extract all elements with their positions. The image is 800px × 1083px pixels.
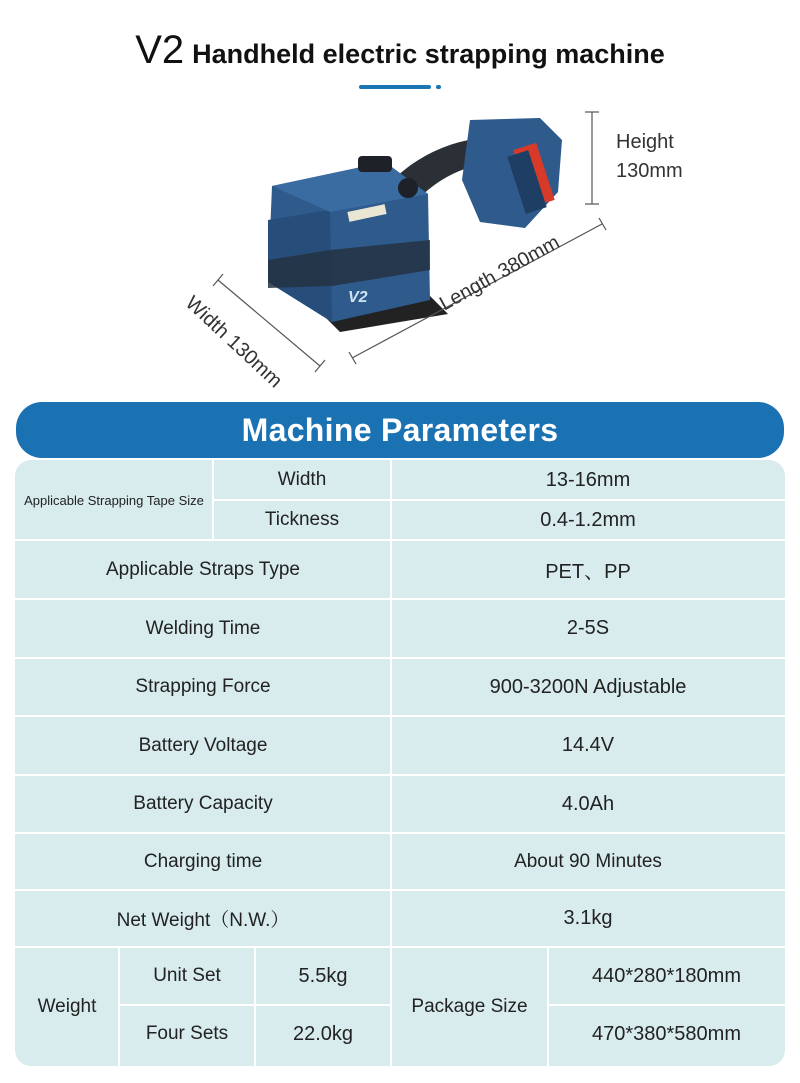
row-value: About 90 Minutes — [514, 850, 662, 872]
weight-label: Weight — [37, 995, 97, 1017]
row-value: 900-3200N Adjustable — [489, 675, 687, 698]
model-badge: V2 — [348, 289, 368, 306]
row-label: Battery Capacity — [133, 793, 273, 814]
grid-line — [15, 832, 785, 834]
row-value: 2-5S — [566, 617, 610, 639]
title-underline-dot — [436, 85, 441, 89]
height-label: Height — [616, 131, 674, 153]
grid-line — [15, 539, 785, 541]
tape-width-value: 13-16mm — [545, 468, 631, 491]
tape-thickness-label: Tickness — [264, 509, 340, 530]
row-label: Applicable Straps Type — [106, 558, 300, 580]
grid-line — [118, 947, 120, 1066]
row-value: 4.0Ah — [561, 792, 615, 815]
grid-line — [15, 715, 785, 717]
grid-line — [254, 947, 256, 1066]
section-title: Machine Parameters — [241, 411, 559, 448]
height-dimension — [616, 128, 683, 186]
row-value: PET、PP — [545, 561, 631, 583]
grid-line — [15, 774, 785, 776]
page-title — [0, 28, 800, 73]
parameters-table — [15, 460, 785, 1066]
grid-line — [15, 657, 785, 659]
title-underline — [359, 85, 431, 89]
product-name: Handheld electric strapping machine — [192, 39, 665, 69]
row-value: 3.1kg — [563, 907, 613, 929]
grid-line — [390, 460, 392, 1066]
row-label: Battery Voltage — [138, 734, 268, 756]
package-size-label: Package Size — [411, 995, 528, 1017]
tape-width-label: Width — [277, 469, 327, 490]
row-label: Strapping Force — [135, 676, 271, 697]
control-button — [358, 156, 392, 172]
height-value: 130mm — [616, 160, 683, 182]
length-dimension: Length 380mm — [436, 231, 564, 316]
width-dimension: Width 130mm — [180, 292, 287, 393]
grid-line — [547, 947, 549, 1066]
package-unit-value: 440*280*180mm — [592, 964, 741, 987]
grid-line — [548, 1004, 785, 1006]
battery-housing — [462, 118, 562, 228]
tape-size-label: Applicable Strapping Tape Size — [24, 492, 204, 508]
grid-line — [15, 889, 785, 891]
tension-knob — [398, 178, 418, 198]
grid-line — [15, 598, 785, 600]
grid-line — [212, 460, 214, 540]
unit-set-value: 5.5kg — [298, 964, 348, 987]
row-label: Charging time — [143, 850, 263, 872]
grid-line — [213, 499, 785, 501]
row-label: Welding Time — [145, 617, 261, 639]
tape-thickness-value: 0.4-1.2mm — [540, 508, 636, 531]
row-value: 14.4V — [561, 734, 615, 756]
section-banner — [16, 402, 784, 458]
four-sets-label: Four Sets — [145, 1023, 229, 1044]
model-name: V2 — [135, 28, 185, 72]
four-sets-value: 22.0kg — [292, 1022, 354, 1045]
row-label: Net Weight（N.W.） — [116, 910, 290, 931]
package-four-value: 470*380*580mm — [592, 1022, 741, 1045]
unit-set-label: Unit Set — [153, 965, 221, 986]
grid-line — [15, 946, 785, 948]
